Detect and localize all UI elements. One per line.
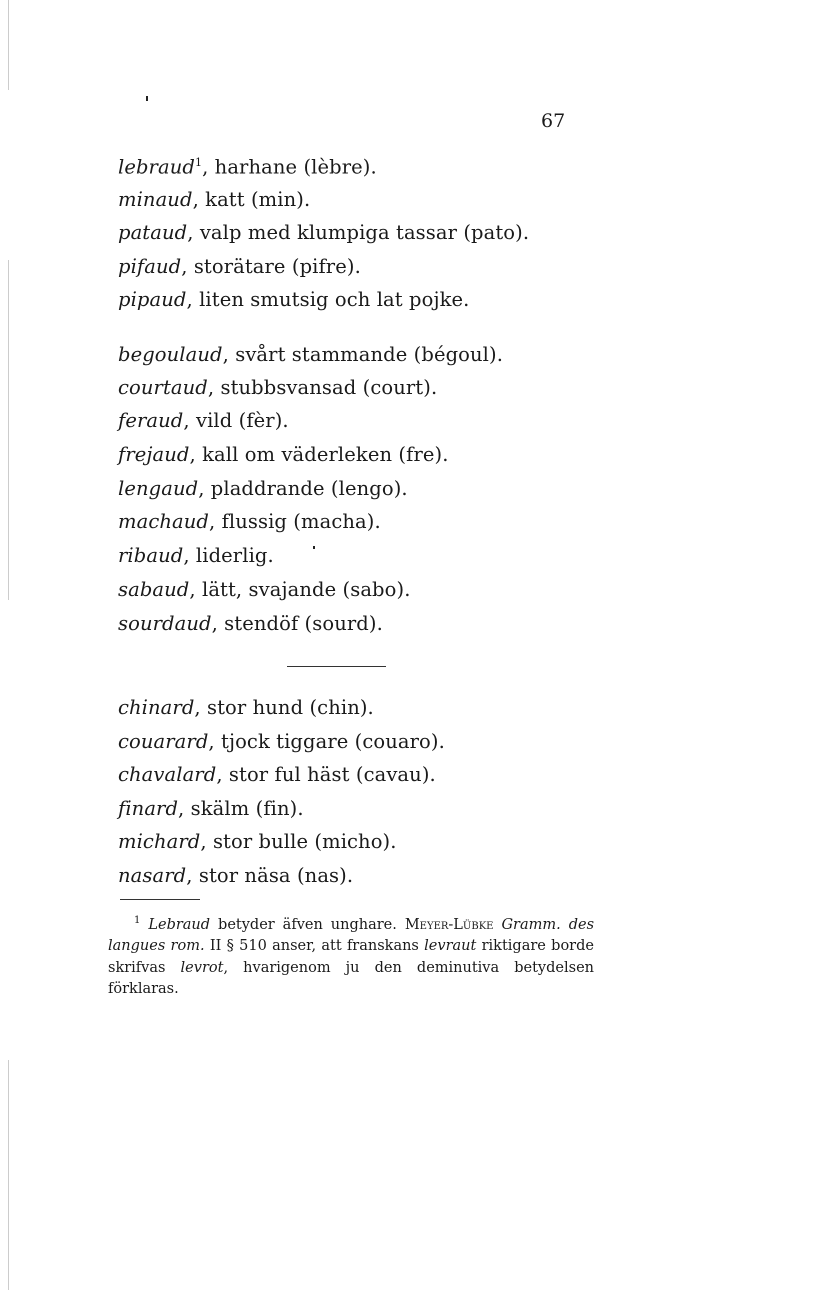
gloss: , storätare (pifre). xyxy=(181,255,361,278)
entry-lebraud xyxy=(118,157,377,177)
headword: machaud xyxy=(118,510,209,533)
page-number: 67 xyxy=(541,110,566,132)
gloss: , liten smutsig och lat pojke. xyxy=(186,288,470,311)
gloss: , harhane (lèbre). xyxy=(202,155,377,179)
footnote-rule xyxy=(120,899,200,900)
gloss: , skälm (fin). xyxy=(178,797,304,820)
gloss: , flussig (macha). xyxy=(208,510,381,533)
headword: couarard xyxy=(118,730,209,753)
headword: chavalard xyxy=(118,763,217,786)
entry-chinard xyxy=(118,698,374,718)
footnote-text: betyder äfven unghare. xyxy=(210,916,405,933)
headword: frejaud xyxy=(118,443,190,466)
entry-begoulaud xyxy=(118,345,503,365)
entry-couarard xyxy=(118,732,445,752)
gloss: , liderlig. xyxy=(183,544,274,567)
entry-frejaud xyxy=(118,445,449,465)
scan-speck xyxy=(146,96,148,101)
gloss: , tjock tiggare (couaro). xyxy=(208,730,445,753)
gloss: , stor näsa (nas). xyxy=(186,864,354,887)
gloss: , stor bulle (micho). xyxy=(200,830,397,853)
headword: nasard xyxy=(118,864,187,887)
headword: ribaud xyxy=(118,544,184,567)
footnote-text: , hvarigenom ju den deminutiva betydelsen förklaras. xyxy=(108,959,594,998)
entry-machaud xyxy=(118,512,381,532)
footnote-word: levraut xyxy=(424,938,477,955)
entry-michard xyxy=(118,832,397,852)
entry-ribaud xyxy=(118,546,274,566)
headword: pifaud xyxy=(118,255,182,278)
section-divider xyxy=(287,666,386,667)
gloss: , stor ful häst (cavau). xyxy=(216,763,436,786)
gloss: , pladdrande (lengo). xyxy=(198,477,408,500)
headword: sourdaud xyxy=(118,612,212,635)
entry-minaud xyxy=(118,190,310,210)
entry-feraud xyxy=(118,411,289,431)
gloss: , stubbsvansad (court). xyxy=(207,376,438,399)
headword: minaud xyxy=(118,188,193,211)
headword: lengaud xyxy=(118,477,199,500)
entry-courtaud xyxy=(118,378,437,398)
gloss: , vild (fèr). xyxy=(183,409,289,432)
footnote xyxy=(108,910,594,1001)
gloss: , kall om väderleken (fre). xyxy=(189,443,449,466)
entry-pipaud xyxy=(118,290,469,310)
scan-margin-line xyxy=(8,1060,9,1290)
gloss: , katt (min). xyxy=(192,188,311,211)
headword: courtaud xyxy=(118,376,208,399)
headword: pipaud xyxy=(118,288,187,311)
headword: pataud xyxy=(118,221,188,244)
entry-finard xyxy=(118,799,304,819)
headword: finard xyxy=(118,797,179,820)
footnote-author: Meyer-Lübke xyxy=(404,916,494,933)
footnote-text: II § 510 anser, att franskans xyxy=(204,938,425,955)
entry-sourdaud xyxy=(118,614,383,634)
footnote-word: levrot xyxy=(180,959,224,976)
footnote-text: riktigare borde skrifvas xyxy=(108,938,594,976)
scan-speck xyxy=(313,546,315,549)
gloss: , stendöf (sourd). xyxy=(211,612,383,635)
footnote-title: Gramm. des langues rom. xyxy=(108,916,595,955)
entry-nasard xyxy=(118,866,353,886)
footnote-marker: 1 xyxy=(194,156,203,169)
headword: michard xyxy=(118,830,201,853)
entry-lengaud xyxy=(118,479,408,499)
gloss: , valp med klumpiga tassar (pato). xyxy=(187,221,530,244)
scan-margin-line xyxy=(8,260,9,600)
footnote-number: 1 xyxy=(134,915,141,926)
entry-chavalard xyxy=(118,765,436,785)
headword: lebraud xyxy=(118,155,195,179)
headword: sabaud xyxy=(118,578,190,601)
entry-pifaud xyxy=(118,257,361,277)
footnote-word: Lebraud xyxy=(148,916,211,933)
headword: chinard xyxy=(118,696,195,719)
headword: begoulaud xyxy=(118,343,223,366)
headword: feraud xyxy=(118,409,184,432)
gloss: , stor hund (chin). xyxy=(194,696,374,719)
entry-pataud xyxy=(118,223,529,243)
entry-sabaud xyxy=(118,580,411,600)
gloss: , svårt stammande (bégoul). xyxy=(222,343,504,366)
scan-margin-line xyxy=(8,0,9,90)
gloss: , lätt, svajande (sabo). xyxy=(189,578,411,601)
